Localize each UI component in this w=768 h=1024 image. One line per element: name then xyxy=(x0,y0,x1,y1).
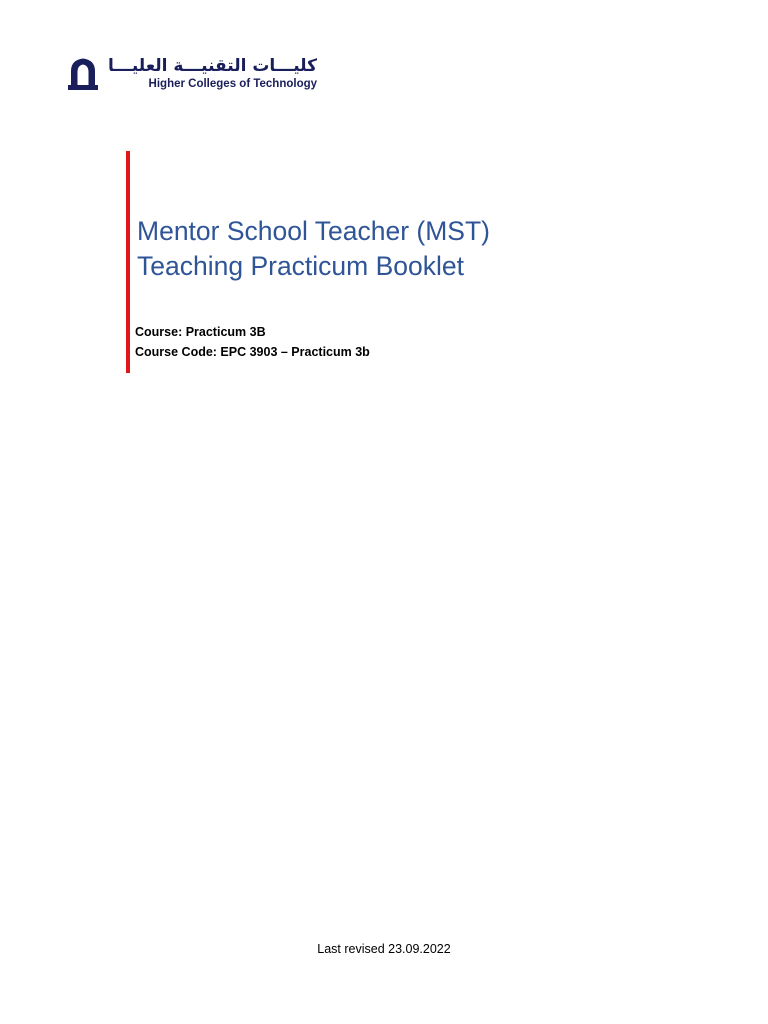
logo-wordmark xyxy=(108,57,317,91)
course-name: Course: Practicum 3B xyxy=(135,325,266,339)
document-title-line-2: Teaching Practicum Booklet xyxy=(137,251,464,281)
logo-arabic-text: كليـــات التقنيـــة العليـــا xyxy=(108,56,318,76)
course-info xyxy=(135,322,370,362)
course-code: Course Code: EPC 3903 – Practicum 3b xyxy=(135,345,370,359)
last-revised-date: Last revised 23.09.2022 xyxy=(317,942,451,956)
institution-logo xyxy=(68,57,317,91)
accent-bar xyxy=(126,151,130,373)
title-block xyxy=(137,214,490,284)
arch-logo-icon xyxy=(68,57,98,91)
document-title-line-1: Mentor School Teacher (MST) xyxy=(137,216,490,246)
logo-english-text: Higher Colleges of Technology xyxy=(148,78,318,90)
